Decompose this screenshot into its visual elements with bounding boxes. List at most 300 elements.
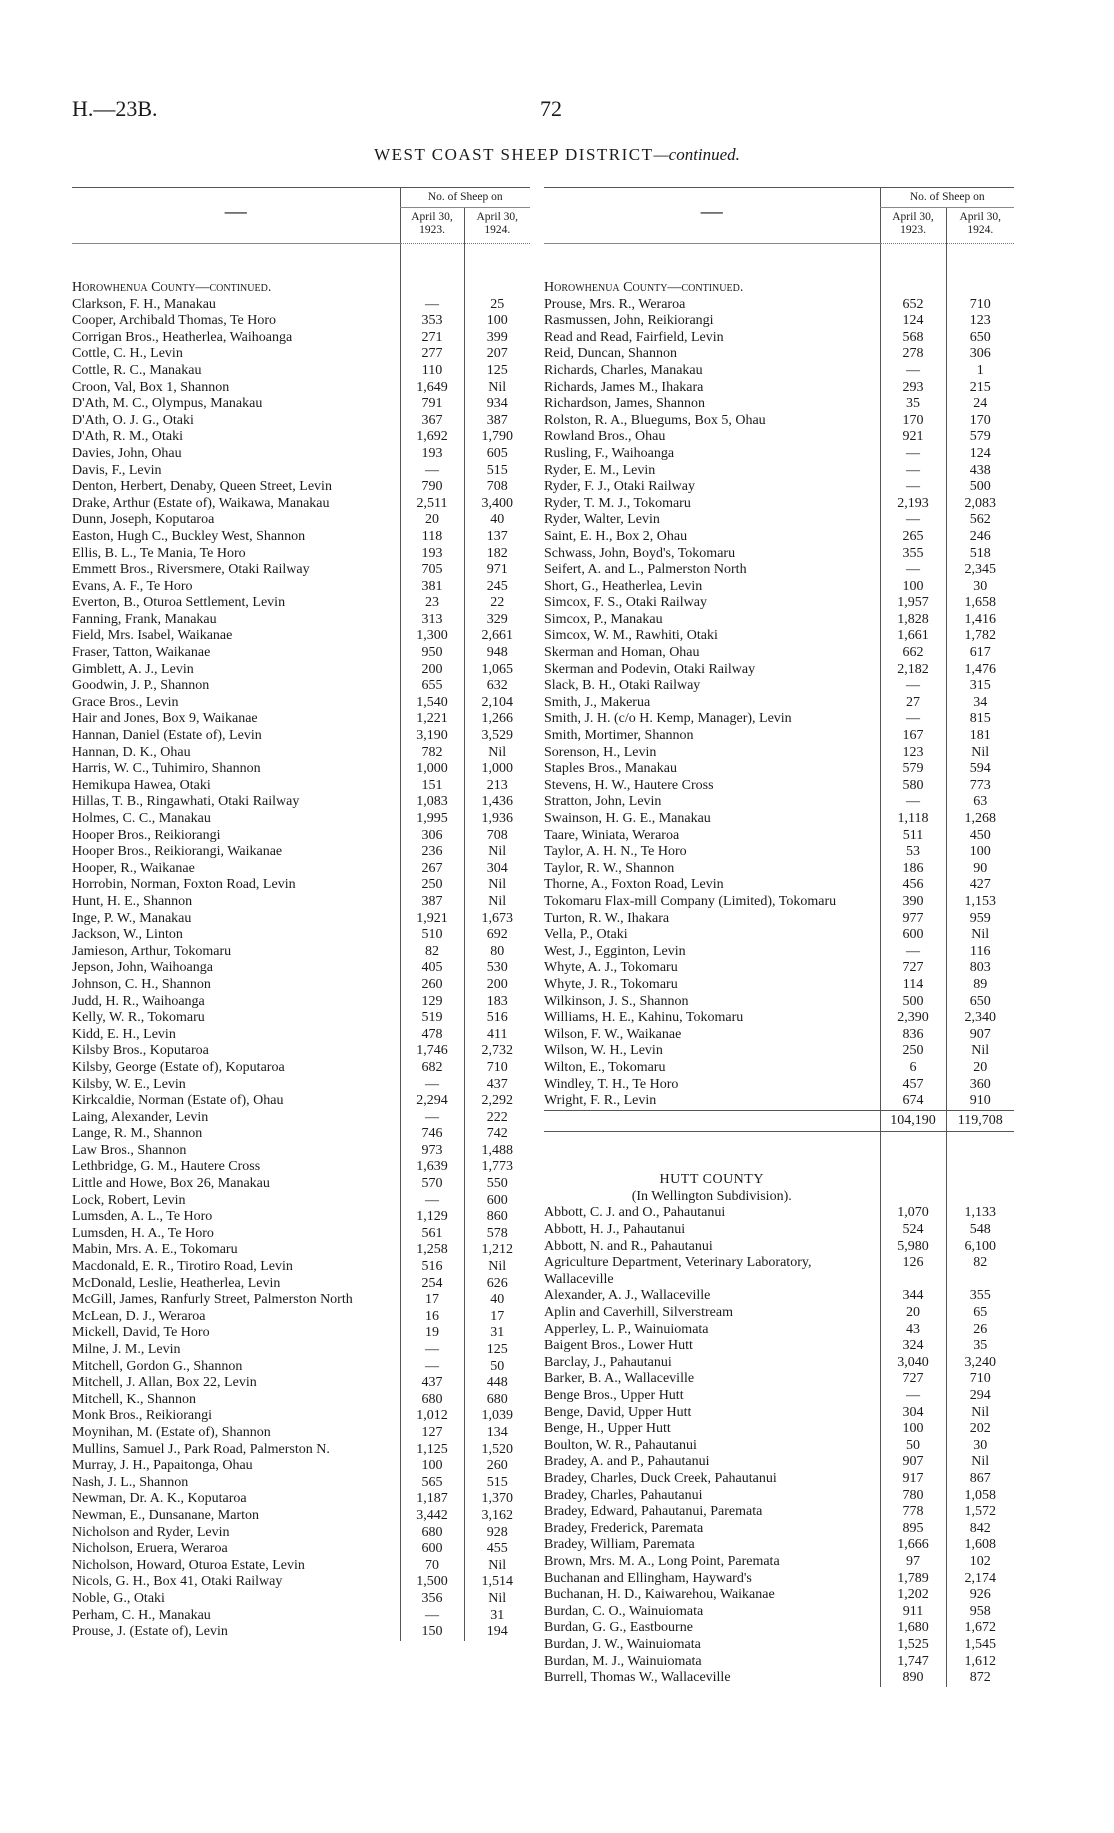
- sheep-1924: 594: [946, 761, 1014, 778]
- sheep-1923: —: [400, 463, 464, 480]
- sheep-1923: 1,995: [400, 811, 464, 828]
- holder-name: Aplin and Caverhill, Silverstream: [544, 1305, 733, 1321]
- hutt-county-subheading: (In Wellington Subdivision).: [631, 1188, 792, 1204]
- sheep-1924: 1,672: [946, 1620, 1014, 1637]
- sheep-1924: 40: [464, 1292, 530, 1309]
- table-row: [544, 1604, 1014, 1621]
- sheep-1924: 617: [946, 645, 1014, 662]
- sheep-1923: 917: [880, 1471, 946, 1488]
- sheep-count-group-header: No. of Sheep on: [880, 188, 1014, 208]
- holder-name: Whyte, A. J., Tokomaru: [544, 960, 678, 976]
- holder-name: Abbott, N. and R., Pahautanui: [544, 1238, 713, 1254]
- holder-name: Laing, Alexander, Levin: [72, 1109, 209, 1125]
- sheep-1924: 437: [464, 1077, 530, 1094]
- sheep-1923: 746: [400, 1126, 464, 1143]
- holder-name: Jackson, W., Linton: [72, 927, 183, 943]
- sheep-1923: 456: [880, 877, 946, 894]
- sheep-1924: 65: [946, 1305, 1014, 1322]
- table-row: [72, 1010, 530, 1027]
- sheep-1924: 515: [464, 463, 530, 480]
- sheep-1924: 455: [464, 1541, 530, 1558]
- holder-name: Jamieson, Arthur, Tokomaru: [72, 943, 232, 959]
- sheep-1923: 727: [880, 1371, 946, 1388]
- sheep-1923: 193: [400, 446, 464, 463]
- sheep-1923: 1,789: [880, 1571, 946, 1588]
- holder-name: Smith, J. H. (c/o H. Kemp, Manager), Levin: [544, 711, 792, 727]
- sheep-1923: 778: [880, 1504, 946, 1521]
- holder-name: Nash, J. L., Shannon: [72, 1474, 189, 1490]
- table-row: [544, 396, 1014, 413]
- holder-name: Ryder, F. J., Otaki Railway: [544, 479, 695, 495]
- sheep-1923: 3,442: [400, 1508, 464, 1525]
- holder-name: Corrigan Bros., Heatherlea, Waihoanga: [72, 329, 293, 345]
- holder-name: Abbott, C. J. and O., Pahautanui: [544, 1205, 726, 1221]
- sheep-1923: 1,258: [400, 1242, 464, 1259]
- holder-name: Murray, J. H., Papaitonga, Ohau: [72, 1458, 253, 1474]
- sheep-1923: 2,511: [400, 496, 464, 513]
- sheep-1923: 478: [400, 1027, 464, 1044]
- sheep-1923: 2,390: [880, 1010, 946, 1027]
- sheep-1923: 655: [400, 678, 464, 695]
- sheep-1924: 579: [946, 429, 1014, 446]
- sheep-1923: 895: [880, 1521, 946, 1538]
- table-row: [544, 1537, 1014, 1554]
- holder-name: Nicols, G. H., Box 41, Otaki Railway: [72, 1574, 283, 1590]
- sheep-1923: 3,190: [400, 728, 464, 745]
- holder-name: Drake, Arthur (Estate of), Waikawa, Manakau: [72, 495, 330, 511]
- table-row: [72, 413, 530, 430]
- holder-name: Kidd, E. H., Levin: [72, 1026, 176, 1042]
- table-row: [72, 645, 530, 662]
- holder-name: Milne, J. M., Levin: [72, 1342, 181, 1357]
- holder-name: Mitchell, K., Shannon: [72, 1391, 197, 1407]
- sheep-1923: 2,294: [400, 1093, 464, 1110]
- holder-name: McLean, D. J., Weraroa: [72, 1308, 206, 1324]
- col-1924-header: April 30, 1924.: [464, 208, 530, 244]
- right-table-body: [544, 244, 1014, 1111]
- table-row: [544, 927, 1014, 944]
- sheep-1923: 1,202: [880, 1587, 946, 1604]
- sheep-1924: 2,732: [464, 1043, 530, 1060]
- sheep-1924: 26: [946, 1322, 1014, 1339]
- sheep-1923: 19: [400, 1325, 464, 1342]
- sheep-1923: 727: [880, 960, 946, 977]
- sheep-1924: 692: [464, 927, 530, 944]
- holder-name: Simcox, F. S., Otaki Railway: [544, 595, 707, 611]
- sheep-1923: 53: [880, 844, 946, 861]
- sheep-1924: 710: [946, 1371, 1014, 1388]
- sheep-1924: 182: [464, 546, 530, 563]
- sheep-1924: 20: [946, 1060, 1014, 1077]
- sheep-1924: 102: [946, 1554, 1014, 1571]
- sheep-1923: 652: [880, 297, 946, 314]
- sheep-1924: 427: [946, 877, 1014, 894]
- table-row: [72, 844, 530, 861]
- holder-name: Rolston, R. A., Bluegums, Box 5, Ohau: [544, 412, 766, 428]
- sheep-1923: —: [400, 1608, 464, 1625]
- table-row: [72, 1608, 530, 1625]
- sheep-1924: 2,345: [946, 562, 1014, 579]
- sheep-1923: —: [400, 1193, 464, 1210]
- holder-name: Everton, B., Oturoa Settlement, Levin: [72, 595, 286, 611]
- sheep-1923: —: [880, 512, 946, 529]
- sheep-1924: 3,162: [464, 1508, 530, 1525]
- table-row: [72, 1359, 530, 1376]
- sheep-1924: 1: [946, 363, 1014, 380]
- table-row: [72, 1126, 530, 1143]
- sheep-1924: 1,065: [464, 662, 530, 679]
- sheep-1924: 399: [464, 330, 530, 347]
- sheep-1924: 928: [464, 1525, 530, 1542]
- table-row: [544, 1654, 1014, 1671]
- table-row: [544, 446, 1014, 463]
- table-row: [72, 562, 530, 579]
- table-row: [544, 1421, 1014, 1438]
- table-row: [544, 1239, 1014, 1256]
- sheep-1923: 313: [400, 612, 464, 629]
- table-row: [544, 1355, 1014, 1372]
- page-reference: H.—23B.: [72, 96, 158, 121]
- table-row: [544, 479, 1014, 496]
- sheep-1924: 137: [464, 529, 530, 546]
- holder-name: Brown, Mrs. M. A., Long Point, Paremata: [544, 1553, 780, 1569]
- sheep-1923: 1,680: [880, 1620, 946, 1637]
- holder-name: Inge, P. W., Manakau: [72, 910, 192, 926]
- sheep-1923: 123: [880, 745, 946, 762]
- sheep-1923: 2,182: [880, 662, 946, 679]
- sheep-1923: 405: [400, 960, 464, 977]
- sheep-1924: 1,370: [464, 1491, 530, 1508]
- holder-name: D'Ath, R. M., Otaki: [72, 429, 184, 445]
- sheep-1923: 600: [880, 927, 946, 944]
- sheep-1923: 126: [880, 1255, 946, 1288]
- sheep-1923: 1,129: [400, 1209, 464, 1226]
- holder-name: Barker, B. A., Wallaceville: [544, 1371, 695, 1387]
- sheep-1924: 448: [464, 1375, 530, 1392]
- table-row: [72, 496, 530, 513]
- sheep-1924: 181: [946, 728, 1014, 745]
- sheep-1923: 836: [880, 1027, 946, 1044]
- table-row: [544, 1043, 1014, 1060]
- holder-name: Prouse, Mrs. R., Weraroa: [544, 296, 686, 312]
- table-row: [544, 1637, 1014, 1654]
- sheep-1923: —: [880, 794, 946, 811]
- holder-name: Perham, C. H., Manakau: [72, 1607, 211, 1623]
- table-row: [544, 1322, 1014, 1339]
- sheep-1924: 1,514: [464, 1574, 530, 1591]
- table-row: [544, 1554, 1014, 1571]
- sheep-1923: 100: [880, 579, 946, 596]
- col-1924-header: April 30, 1924.: [946, 208, 1014, 244]
- sheep-1924: 773: [946, 778, 1014, 795]
- sheep-1923: 580: [880, 778, 946, 795]
- sheep-1924: 123: [946, 313, 1014, 330]
- sheep-1923: 1,012: [400, 1408, 464, 1425]
- table-row: [544, 1305, 1014, 1322]
- holder-name: Ryder, T. M. J., Tokomaru: [544, 495, 691, 511]
- table-row: [544, 1488, 1014, 1505]
- table-row: [544, 1670, 1014, 1687]
- sheep-1923: 977: [880, 911, 946, 928]
- sheep-1924: Nil: [464, 380, 530, 397]
- sheep-1924: 1,608: [946, 1537, 1014, 1554]
- holder-name: Kilsby, W. E., Levin: [72, 1076, 186, 1092]
- sheep-1924: 1,058: [946, 1488, 1014, 1505]
- sheep-1923: 890: [880, 1670, 946, 1687]
- holder-name: Little and Howe, Box 26, Manakau: [72, 1176, 270, 1192]
- sheep-1924: 355: [946, 1288, 1014, 1305]
- sheep-1924: 170: [946, 413, 1014, 430]
- table-row: [72, 380, 530, 397]
- sheep-1924: 1,790: [464, 429, 530, 446]
- holder-name: Simcox, P., Manakau: [544, 611, 663, 627]
- holder-name: Croon, Val, Box 1, Shannon: [72, 379, 230, 395]
- table-row: [544, 960, 1014, 977]
- holder-name: Burdan, J. W., Wainuiomata: [544, 1636, 701, 1652]
- sheep-1923: 200: [400, 662, 464, 679]
- holder-name: Nicholson and Ryder, Levin: [72, 1524, 230, 1540]
- sheep-1923: 1,500: [400, 1574, 464, 1591]
- table-row: [544, 944, 1014, 961]
- holder-name: D'Ath, M. C., Olympus, Manakau: [72, 396, 263, 412]
- holder-name: Rasmussen, John, Reikiorangi: [544, 313, 714, 329]
- sheep-1924: Nil: [464, 894, 530, 911]
- sheep-1923: 124: [880, 313, 946, 330]
- table-row: [72, 662, 530, 679]
- holder-name: Bradey, A. and P., Pahautanui: [544, 1454, 710, 1470]
- table-row: [544, 1060, 1014, 1077]
- sheep-1924: 1,268: [946, 811, 1014, 828]
- holder-name: Benge, David, Upper Hutt: [544, 1404, 692, 1420]
- sheep-1924: 910: [946, 1093, 1014, 1110]
- table-row: [544, 330, 1014, 347]
- sheep-1923: 110: [400, 363, 464, 380]
- hutt-county-heading: HUTT COUNTY: [659, 1172, 764, 1188]
- sheep-1924: 2,661: [464, 628, 530, 645]
- table-row: [544, 1010, 1014, 1027]
- table-row: [544, 546, 1014, 563]
- table-row: [72, 877, 530, 894]
- sheep-1923: 118: [400, 529, 464, 546]
- holder-name: Apperley, L. P., Wainuiomata: [544, 1321, 709, 1337]
- sheep-1924: 31: [464, 1608, 530, 1625]
- table-row: [72, 1375, 530, 1392]
- sheep-1923: 151: [400, 778, 464, 795]
- sheep-1923: 1,118: [880, 811, 946, 828]
- holder-name: Richardson, James, Shannon: [544, 396, 705, 412]
- table-row: [544, 778, 1014, 795]
- holder-name: Wright, F. R., Levin: [544, 1093, 657, 1109]
- sheep-1923: —: [400, 1110, 464, 1127]
- sheep-1924: 708: [464, 479, 530, 496]
- table-row: [72, 1342, 530, 1359]
- table-row: [72, 994, 530, 1011]
- sheep-1924: 89: [946, 977, 1014, 994]
- table-row: [544, 662, 1014, 679]
- sheep-1923: 100: [880, 1421, 946, 1438]
- table-row: [72, 1309, 530, 1326]
- holder-name: Field, Mrs. Isabel, Waikanae: [72, 628, 233, 644]
- sheep-1924: 650: [946, 330, 1014, 347]
- sheep-1924: 82: [946, 1255, 1014, 1288]
- sheep-1923: 367: [400, 413, 464, 430]
- table-row: [544, 1571, 1014, 1588]
- table-row: [544, 1205, 1014, 1222]
- table-row: [544, 645, 1014, 662]
- sheep-1924: 450: [946, 828, 1014, 845]
- holder-name: Thorne, A., Foxton Road, Levin: [544, 877, 724, 893]
- sheep-1924: 1,476: [946, 662, 1014, 679]
- table-row: [72, 778, 530, 795]
- sheep-1924: 40: [464, 512, 530, 529]
- holder-name: Wilson, W. H., Levin: [544, 1043, 663, 1059]
- holder-name: Whyte, J. R., Tokomaru: [544, 976, 678, 992]
- table-row: [544, 1371, 1014, 1388]
- sheep-1923: 579: [880, 761, 946, 778]
- table-row: [544, 894, 1014, 911]
- sheep-1924: 50: [464, 1359, 530, 1376]
- sheep-1923: —: [880, 463, 946, 480]
- sheep-1923: 510: [400, 927, 464, 944]
- holder-name: Taylor, A. H. N., Te Horo: [544, 844, 687, 860]
- sheep-1924: 578: [464, 1226, 530, 1243]
- sheep-1924: 304: [464, 861, 530, 878]
- sheep-1924: 1,153: [946, 894, 1014, 911]
- table-row: [72, 446, 530, 463]
- sheep-1923: 150: [400, 1624, 464, 1641]
- table-row: [72, 695, 530, 712]
- holder-name: Baigent Bros., Lower Hutt: [544, 1338, 693, 1354]
- sheep-1924: 6,100: [946, 1239, 1014, 1256]
- right-column: [544, 187, 1014, 1687]
- table-row: [72, 463, 530, 480]
- holder-name: Fraser, Tatton, Waikanae: [72, 645, 211, 661]
- sheep-1923: 1,666: [880, 1537, 946, 1554]
- holder-name: Read and Read, Fairfield, Levin: [544, 329, 724, 345]
- sheep-1923: 1,661: [880, 628, 946, 645]
- sheep-1924: 2,292: [464, 1093, 530, 1110]
- table-row: [544, 794, 1014, 811]
- holder-name: Dunn, Joseph, Koputaroa: [72, 512, 215, 528]
- sheep-1923: 524: [880, 1222, 946, 1239]
- sheep-1923: 568: [880, 330, 946, 347]
- sheep-1924: 306: [946, 346, 1014, 363]
- table-row: [544, 1405, 1014, 1422]
- sheep-1924: 1,782: [946, 628, 1014, 645]
- table-row: [72, 1325, 530, 1342]
- table-row: [544, 861, 1014, 878]
- sheep-1924: 2,083: [946, 496, 1014, 513]
- holder-name: Wilton, E., Tokomaru: [544, 1059, 666, 1075]
- sheep-1923: 35: [880, 396, 946, 413]
- holder-name: Kilsby Bros., Koputaroa: [72, 1043, 209, 1059]
- table-row: [72, 363, 530, 380]
- table-row: [544, 1077, 1014, 1094]
- sheep-1924: 1,612: [946, 1654, 1014, 1671]
- sheep-1923: 1,125: [400, 1442, 464, 1459]
- table-row: [544, 728, 1014, 745]
- sheep-1923: 324: [880, 1338, 946, 1355]
- holder-name: Lethbridge, G. M., Hautere Cross: [72, 1159, 261, 1175]
- holder-name: Davies, John, Ohau: [72, 445, 182, 461]
- sheep-1923: 170: [880, 413, 946, 430]
- holder-name: Turton, R. W., Ihakara: [544, 910, 670, 926]
- holder-name: Macdonald, E. R., Tirotiro Road, Levin: [72, 1259, 293, 1275]
- table-row: [72, 579, 530, 596]
- table-row: [72, 944, 530, 961]
- holder-name: Mitchell, J. Allan, Box 22, Levin: [72, 1375, 257, 1391]
- holder-name: Burdan, M. J., Wainuiomata: [544, 1653, 702, 1669]
- table-row: [72, 911, 530, 928]
- sheep-1924: 25: [464, 297, 530, 314]
- table-row: [544, 911, 1014, 928]
- sheep-1923: 23: [400, 595, 464, 612]
- table-row: [72, 1143, 530, 1160]
- table-row: [72, 1292, 530, 1309]
- name-column-header: —: [544, 188, 880, 244]
- sheep-1924: 530: [464, 960, 530, 977]
- table-row: [72, 1226, 530, 1243]
- holder-name: Reid, Duncan, Shannon: [544, 346, 677, 362]
- table-row: [72, 1209, 530, 1226]
- sheep-1923: 250: [400, 877, 464, 894]
- table-row: [544, 877, 1014, 894]
- sheep-1924: 387: [464, 413, 530, 430]
- sheep-1924: 31: [464, 1325, 530, 1342]
- holder-name: Mabin, Mrs. A. E., Tokomaru: [72, 1242, 238, 1258]
- table-row: [72, 1093, 530, 1110]
- holder-name: Skerman and Podevin, Otaki Railway: [544, 661, 756, 677]
- holder-name: Gimblett, A. J., Levin: [72, 661, 194, 677]
- holder-name: Burrell, Thomas W., Wallaceville: [544, 1670, 731, 1686]
- sheep-1923: 2,193: [880, 496, 946, 513]
- holder-name: Judd, H. R., Waihoanga: [72, 993, 205, 1009]
- table-row: [544, 612, 1014, 629]
- sheep-1923: 973: [400, 1143, 464, 1160]
- holder-name: Mullins, Samuel J., Park Road, Palmerston N.: [72, 1441, 330, 1457]
- sheep-1923: 17: [400, 1292, 464, 1309]
- total-body: [544, 1110, 1014, 1132]
- sheep-1923: 500: [880, 994, 946, 1011]
- holder-name: Lock, Robert, Levin: [72, 1192, 186, 1208]
- table-row: [72, 1110, 530, 1127]
- table-row: [72, 828, 530, 845]
- sheep-1923: —: [880, 446, 946, 463]
- sheep-1924: 116: [946, 944, 1014, 961]
- left-column: [72, 187, 530, 1641]
- sheep-1924: 24: [946, 396, 1014, 413]
- table-row: [72, 1425, 530, 1442]
- sheep-1924: 803: [946, 960, 1014, 977]
- sheep-1924: 860: [464, 1209, 530, 1226]
- sheep-1924: 1,545: [946, 1637, 1014, 1654]
- sheep-1923: 680: [400, 1392, 464, 1409]
- sheep-1924: 680: [464, 1392, 530, 1409]
- table-row: [72, 546, 530, 563]
- table-row: [72, 1558, 530, 1575]
- holder-name: Bradey, Charles, Duck Creek, Pahautanui: [544, 1470, 777, 1486]
- sheep-1924: 842: [946, 1521, 1014, 1538]
- table-row: [544, 811, 1014, 828]
- sheep-1923: 911: [880, 1604, 946, 1621]
- table-row: [544, 1438, 1014, 1455]
- table-row: [544, 496, 1014, 513]
- sheep-1923: —: [880, 711, 946, 728]
- sheep-1924: 550: [464, 1176, 530, 1193]
- sheep-1924: 626: [464, 1276, 530, 1293]
- sheep-1923: 511: [880, 828, 946, 845]
- holder-name: Simcox, W. M., Rawhiti, Otaki: [544, 628, 718, 644]
